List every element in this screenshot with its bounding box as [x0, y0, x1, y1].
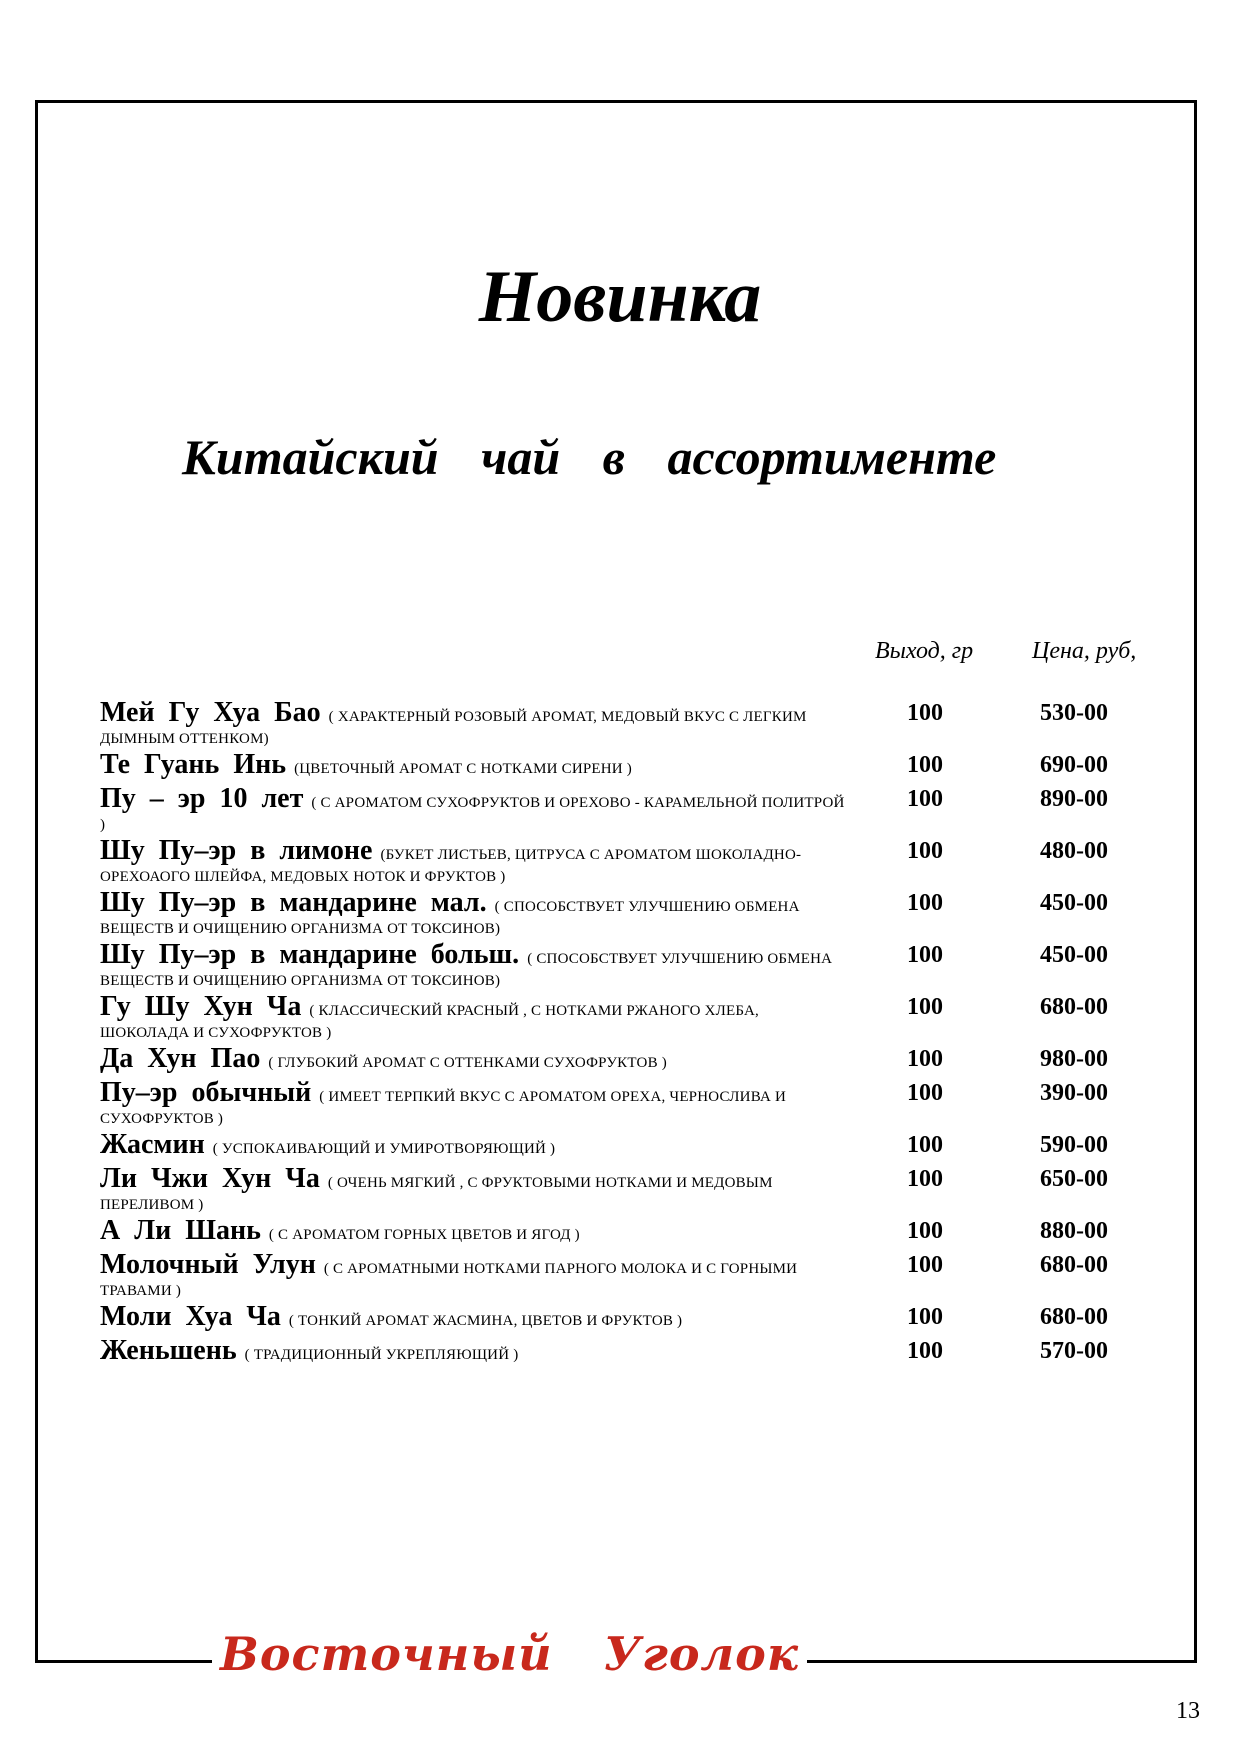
menu-item-description: (ЦВЕТОЧНЫЙ АРОМАТ С НОТКАМИ СИРЕНИ ) — [294, 761, 632, 777]
menu-item-description: ( СПОСОБСТВУЕТ УЛУЧШЕНИЮ ОБМЕНА ВЕЩЕСТВ И ОЧИЩЕНИЮ ОРГАНИЗМА ОТ ТОКСИНОВ) — [100, 899, 800, 937]
menu-item — [100, 1250, 1150, 1302]
menu-item — [100, 1164, 1150, 1216]
menu-item-text — [100, 1216, 845, 1246]
menu-item — [100, 1302, 1150, 1332]
menu-item — [100, 698, 1150, 750]
column-header-price: Цена, руб, — [1032, 638, 1137, 664]
menu-item-text — [100, 836, 845, 888]
menu-item-description: ( ХАРАКТЕРНЫЙ РОЗОВЫЙ АРОМАТ, МЕДОВЫЙ ВКУС С ЛЕГКИМ ДЫМНЫМ ОТТЕНКОМ) — [100, 709, 807, 747]
menu-item-yield: 100 — [907, 1132, 943, 1158]
menu-item-description: (БУКЕТ ЛИСТЬЕВ, ЦИТРУСА С АРОМАТОМ ШОКОЛАДНО-ОРЕХОАОГО ШЛЕЙФА, МЕДОВЫХ НОТОК И ФРУКТОВ ) — [100, 847, 802, 885]
menu-item-price: 480-00 — [1040, 838, 1108, 864]
menu-item-text — [100, 1302, 845, 1332]
menu-item-yield: 100 — [907, 1080, 943, 1106]
menu-item-price: 450-00 — [1040, 942, 1108, 968]
menu-item-yield: 100 — [907, 1338, 943, 1364]
menu-item-price: 650-00 — [1040, 1166, 1108, 1192]
menu-item-description: ( ИМЕЕТ ТЕРПКИЙ ВКУС С АРОМАТОМ ОРЕХА, ЧЕРНОСЛИВА И СУХОФРУКТОВ ) — [100, 1089, 786, 1127]
menu-item-text — [100, 750, 845, 780]
menu-item-price: 980-00 — [1040, 1046, 1108, 1072]
menu-item-name: Женьшень — [100, 1335, 237, 1366]
menu-item-yield: 100 — [907, 1166, 943, 1192]
menu-item — [100, 784, 1150, 836]
menu-item — [100, 1216, 1150, 1246]
menu-item-yield: 100 — [907, 1252, 943, 1278]
menu-item-price: 570-00 — [1040, 1338, 1108, 1364]
menu-item — [100, 888, 1150, 940]
menu-item — [100, 1078, 1150, 1130]
menu-item-name: Жасмин — [100, 1129, 205, 1160]
menu-item-description: ( ОЧЕНЬ МЯГКИЙ , С ФРУКТОВЫМИ НОТКАМИ И МЕДОВЫМ ПЕРЕЛИВОМ ) — [100, 1175, 773, 1213]
page-title: Новинка — [478, 256, 762, 338]
menu-item-text — [100, 1130, 845, 1160]
menu-item-name: Те Гуань Инь — [100, 749, 287, 780]
menu-item-yield: 100 — [907, 942, 943, 968]
menu-item — [100, 1336, 1150, 1366]
menu-item-price: 680-00 — [1040, 994, 1108, 1020]
menu-item — [100, 750, 1150, 780]
menu-item-description: ( С АРОМАТНЫМИ НОТКАМИ ПАРНОГО МОЛОКА И С ГОРНЫМИ ТРАВАМИ ) — [100, 1261, 798, 1299]
menu-item-yield: 100 — [907, 752, 943, 778]
menu-item — [100, 940, 1150, 992]
menu-item-text — [100, 992, 845, 1044]
brand-logo: Восточный Уголок — [212, 1620, 807, 1688]
menu-item-text — [100, 784, 845, 836]
menu-item-yield: 100 — [907, 700, 943, 726]
menu-item-text — [100, 1078, 845, 1130]
menu-item-name: Ли Чжи Хун Ча — [100, 1163, 320, 1194]
menu-item-name: Шу Пу–эр в мандарине мал. — [100, 887, 487, 918]
menu-item-price: 450-00 — [1040, 890, 1108, 916]
menu-item-description: ( ТОНКИЙ АРОМАТ ЖАСМИНА, ЦВЕТОВ И ФРУКТОВ ) — [288, 1313, 683, 1329]
menu-item-name: Шу Пу–эр в лимоне — [100, 835, 373, 866]
menu-item-price: 530-00 — [1040, 700, 1108, 726]
menu-item-price: 680-00 — [1040, 1252, 1108, 1278]
menu-item-price: 690-00 — [1040, 752, 1108, 778]
menu-item-yield: 100 — [907, 1046, 943, 1072]
menu-item-price: 880-00 — [1040, 1218, 1108, 1244]
menu-item-description: ( ТРАДИЦИОННЫЙ УКРЕПЛЯЮЩИЙ ) — [244, 1347, 519, 1363]
menu-item-name: Пу – эр 10 лет — [100, 783, 304, 814]
menu-item — [100, 1130, 1150, 1160]
menu-item-description: ( УСПОКАИВАЮЩИЙ И УМИРОТВОРЯЮЩИЙ ) — [212, 1141, 556, 1157]
menu-item-text — [100, 698, 845, 750]
menu-item-name: Да Хун Пао — [100, 1043, 261, 1074]
page-number: 13 — [1176, 1698, 1200, 1724]
menu-item-description: ( С АРОМАТОМ СУХОФРУКТОВ И ОРЕХОВО - КАРАМЕЛЬНОЙ ПОЛИТРОЙ ) — [100, 795, 845, 833]
menu-item-text — [100, 940, 845, 992]
menu-item-description: ( КЛАССИЧЕСКИЙ КРАСНЫЙ , С НОТКАМИ РЖАНОГО ХЛЕБА, ШОКОЛАДА И СУХОФРУКТОВ ) — [100, 1003, 759, 1041]
menu-item-yield: 100 — [907, 1218, 943, 1244]
page-subtitle: Китайский чай в ассортименте — [182, 429, 997, 485]
menu-item-text — [100, 888, 845, 940]
menu-item-text — [100, 1164, 845, 1216]
menu-item-name: Шу Пу–эр в мандарине больш. — [100, 939, 520, 970]
menu-item-description: ( СПОСОБСТВУЕТ УЛУЧШЕНИЮ ОБМЕНА ВЕЩЕСТВ И ОЧИЩЕНИЮ ОРГАНИЗМА ОТ ТОКСИНОВ) — [100, 951, 833, 989]
menu-item-text — [100, 1250, 845, 1302]
menu-item-yield: 100 — [907, 838, 943, 864]
menu-item-price: 390-00 — [1040, 1080, 1108, 1106]
menu-item — [100, 992, 1150, 1044]
menu-item-yield: 100 — [907, 786, 943, 812]
menu-item-name: Пу–эр обычный — [100, 1077, 312, 1108]
menu-item — [100, 836, 1150, 888]
menu-item-name: Мей Гу Хуа Бао — [100, 697, 321, 728]
menu-item-price: 680-00 — [1040, 1304, 1108, 1330]
menu-item-name: А Ли Шань — [100, 1215, 261, 1246]
menu-item-text — [100, 1336, 845, 1366]
menu-item-yield: 100 — [907, 994, 943, 1020]
menu-item — [100, 1044, 1150, 1074]
menu-item-price: 590-00 — [1040, 1132, 1108, 1158]
menu-item-description: ( ГЛУБОКИЙ АРОМАТ С ОТТЕНКАМИ СУХОФРУКТОВ ) — [268, 1055, 667, 1071]
column-header-yield: Выход, гр — [875, 638, 974, 664]
menu-item-name: Гу Шу Хун Ча — [100, 991, 302, 1022]
menu-item-yield: 100 — [907, 890, 943, 916]
menu-item-description: ( С АРОМАТОМ ГОРНЫХ ЦВЕТОВ И ЯГОД ) — [268, 1227, 580, 1243]
menu-item-name: Молочный Улун — [100, 1249, 316, 1280]
menu-item-yield: 100 — [907, 1304, 943, 1330]
menu-item-price: 890-00 — [1040, 786, 1108, 812]
menu-item-text — [100, 1044, 845, 1074]
menu-item-name: Моли Хуа Ча — [100, 1301, 281, 1332]
